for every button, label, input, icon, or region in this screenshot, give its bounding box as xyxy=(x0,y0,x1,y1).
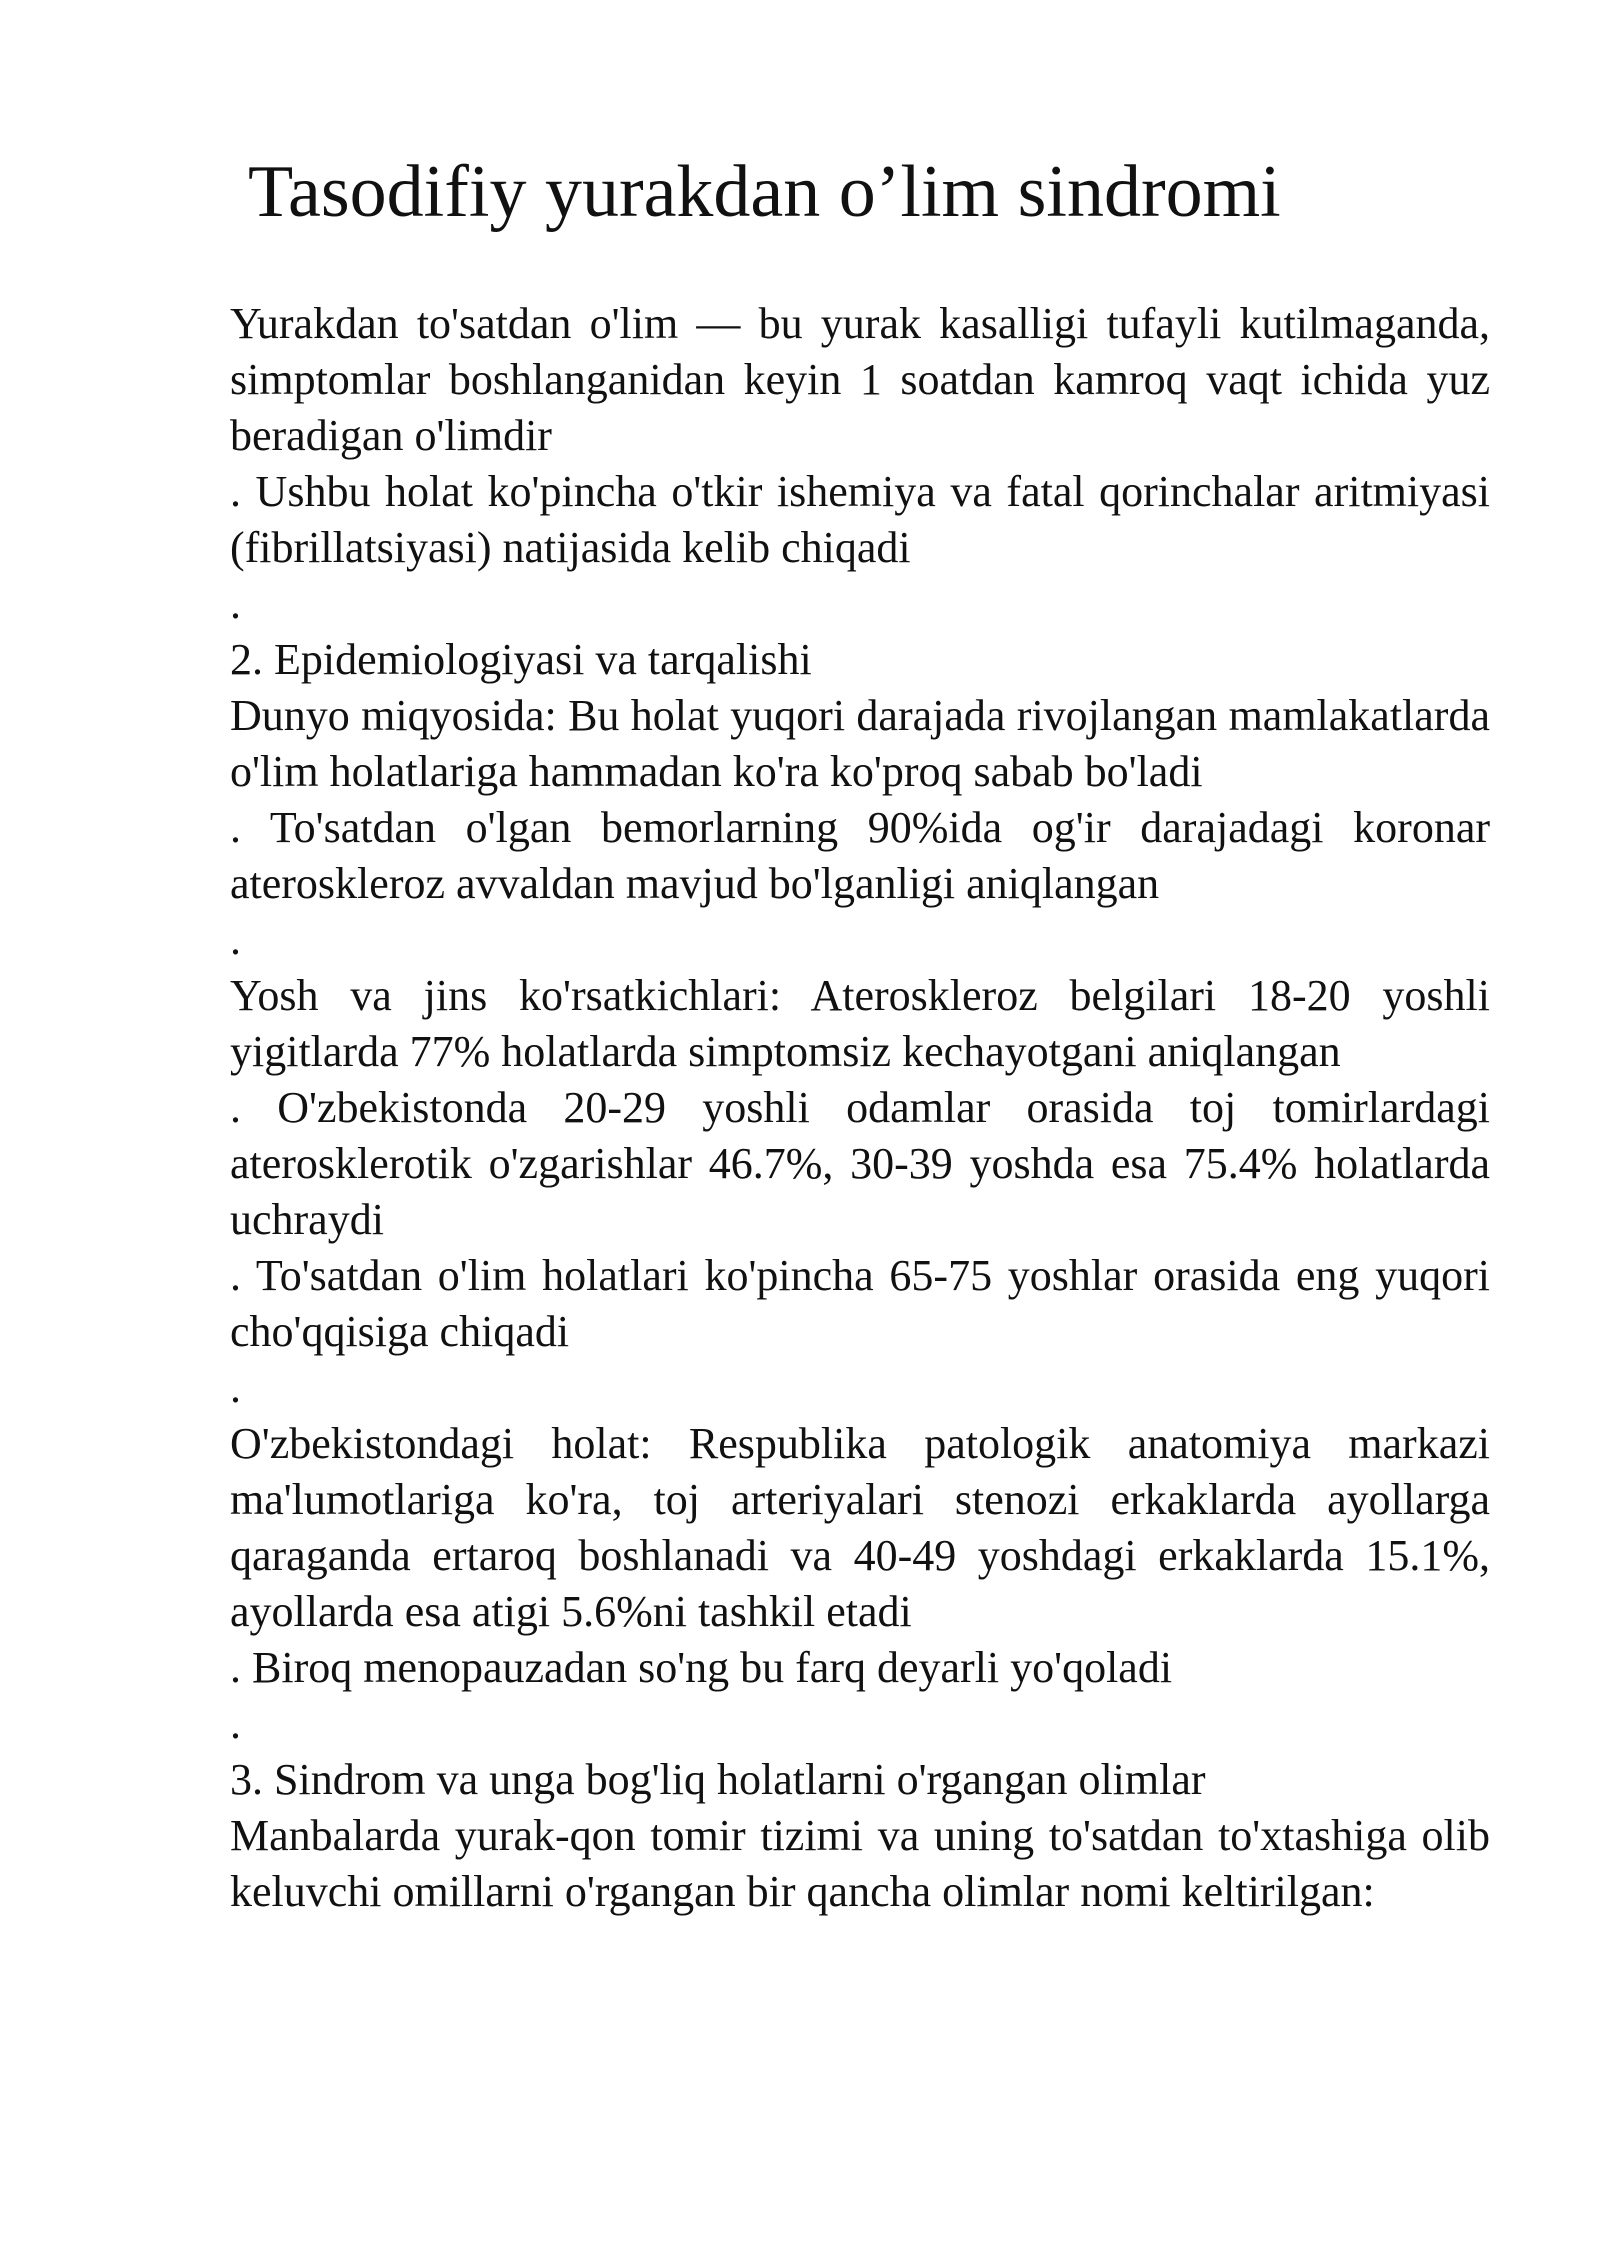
body-paragraph: . xyxy=(230,579,241,628)
body-paragraph: . To'satdan o'lgan bemorlarning 90%ida og'ir darajadagi koronar ateroskleroz avvaldan mavjud bo'lganligi aniqlangan xyxy=(230,803,1490,908)
body-paragraph: . Ushbu holat ko'pincha o'tkir ishemiya va fatal qorinchalar aritmiyasi (fibrillatsiyasi) natijasida kelib chiqadi xyxy=(230,467,1490,572)
body-paragraph: 3. Sindrom va unga bog'liq holatlarni o'rgangan olimlar xyxy=(230,1755,1206,1804)
body-paragraph: . xyxy=(230,1699,241,1748)
body-paragraph: Manbalarda yurak-qon tomir tizimi va uning to'satdan to'xtashiga olib keluvchi omillarni o'rgangan bir qancha olimlar nomi keltirilgan: xyxy=(230,1811,1490,1916)
document-body xyxy=(230,296,1490,1920)
body-paragraph: . O'zbekistonda 20-29 yoshli odamlar orasida toj tomirlardagi aterosklerotik o'zgarishlar 46.7%, 30-39 yoshda esa 75.4% holatlarda uchraydi xyxy=(230,1083,1490,1244)
body-paragraph: . xyxy=(230,1363,241,1412)
body-paragraph: O'zbekistondagi holat: Respublika patologik anatomiya markazi ma'lumotlariga ko'ra, toj arteriyalari stenozi erkaklarda ayollarga qaraganda ertaroq boshlanadi va 40-49 yoshdagi erkaklarda 15.1%, ayollarda esa atigi 5.6%ni tashkil etadi xyxy=(230,1419,1490,1636)
body-paragraph: . To'satdan o'lim holatlari ko'pincha 65-75 yoshlar orasida eng yuqori cho'qqisiga chiqadi xyxy=(230,1251,1490,1356)
body-paragraph: . Biroq menopauzadan so'ng bu farq deyarli yo'qoladi xyxy=(230,1643,1173,1692)
body-paragraph: Yurakdan to'satdan o'lim — bu yurak kasalligi tufayli kutilmaganda, simptomlar boshlanganidan keyin 1 soatdan kamroq vaqt ichida yuz beradigan o'limdir xyxy=(230,299,1490,460)
body-paragraph: 2. Epidemiologiyasi va tarqalishi xyxy=(230,635,812,684)
body-paragraph: Dunyo miqyosida: Bu holat yuqori darajada rivojlangan mamlakatlarda o'lim holatlariga hammadan ko'ra ko'proq sabab bo'ladi xyxy=(230,691,1490,796)
body-paragraph: Yosh va jins ko'rsatkichlari: Ateroskleroz belgilari 18-20 yoshli yigitlarda 77% holatlarda simptomsiz kechayotgani aniqlangan xyxy=(230,971,1490,1076)
body-paragraph: . xyxy=(230,915,241,964)
document-title: Tasodifiy yurakdan o’lim sindromi xyxy=(248,151,1281,233)
